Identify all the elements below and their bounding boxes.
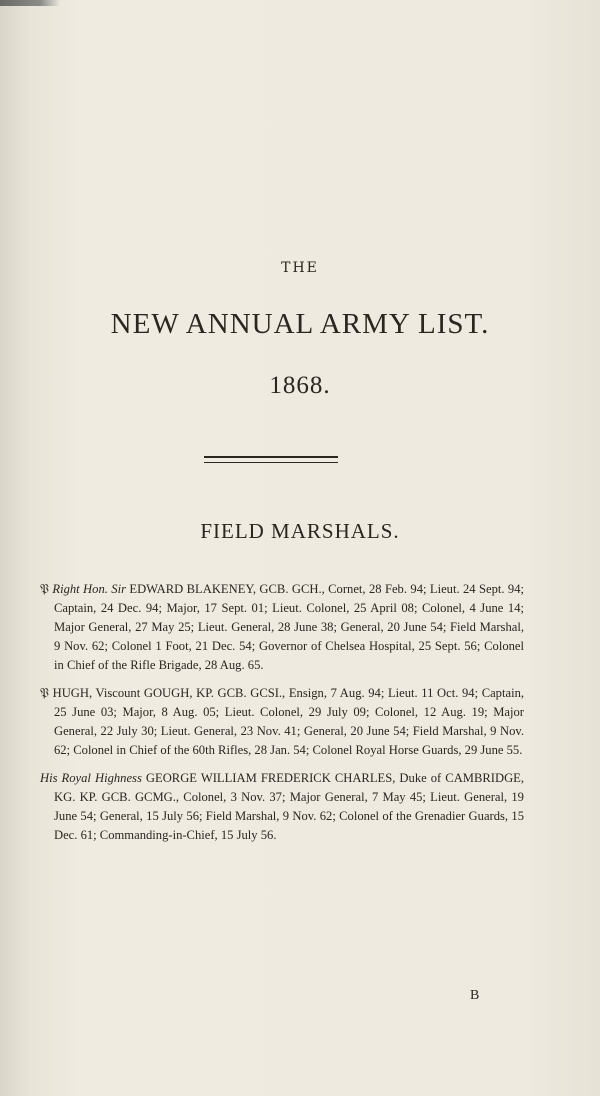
list-item [40, 769, 524, 845]
list-item [40, 580, 524, 675]
book-year: 1868. [269, 372, 331, 399]
entry-mark: 𝔓 [40, 686, 49, 700]
entry-rank-title: Right Hon. Sir [52, 582, 126, 596]
entry-name: GEORGE WILLIAM FREDERICK CHARLES, Duke of CAMBRIDGE, KG. KP. GCB. GCMG., [54, 771, 525, 804]
entry-rank-title: His Royal Highness [40, 771, 142, 785]
entry-text: Colonel, 3 Nov. 37; Major General, 7 May 45; Lieut. General, 19 June 54; General, 15 July 56; Field Marshal, 9 Nov. 62; Colonel of the Grenadier Guards, 15 Dec. 61; Commanding-in-Chief, 15 July 56. [54, 790, 524, 842]
entry-name: GOUGH, KP. GCB. GCSI., [143, 686, 286, 700]
header-the: THE [281, 260, 319, 276]
entry-text: Ensign, 7 Aug. 94; Lieut. 11 Oct. 94; Captain, 25 June 03; Major, 8 Aug. 05; Lieut. Colonel, 29 July 09; Colonel, 12 Aug. 19; Major General, 22 July 30; Lieut. General, 23 Nov. 41; General, 20 June 54; Field Marshal, 9 Nov. 62; Colonel in Chief of the 60th Rifles, 28 Jan. 54; Colonel Royal Horse Guards, 29 June 55. [54, 686, 525, 757]
entry-name: EDWARD BLAKENEY, GCB. GCH., [129, 582, 325, 596]
entries-list [40, 580, 524, 854]
list-item [40, 684, 524, 760]
section-title: FIELD MARSHALS. [200, 519, 400, 543]
book-title: NEW ANNUAL ARMY LIST. [110, 308, 490, 340]
entry-mark: 𝔓 [40, 582, 49, 596]
entry-text: Cornet, 28 Feb. 94; Lieut. 24 Sept. 94; Captain, 24 Dec. 94; Major, 17 Sept. 01; Lieut. Colonel, 25 April 08; Colonel, 4 June 14; Major General, 27 May 25; Lieut. General, 28 June 38; General, 20 June 54; Field Marshal, 9 Nov. 62; Colonel 1 Foot, 21 Dec. 54; Governor of Chelsea Hospital, 25 Sept. 56; Colonel in Chief of the Rifle Brigade, 28 Aug. 65. [54, 582, 525, 672]
entry-rank-title: HUGH, Viscount [52, 686, 141, 700]
double-rule-divider [204, 456, 338, 463]
signature-mark: B [470, 988, 480, 1003]
